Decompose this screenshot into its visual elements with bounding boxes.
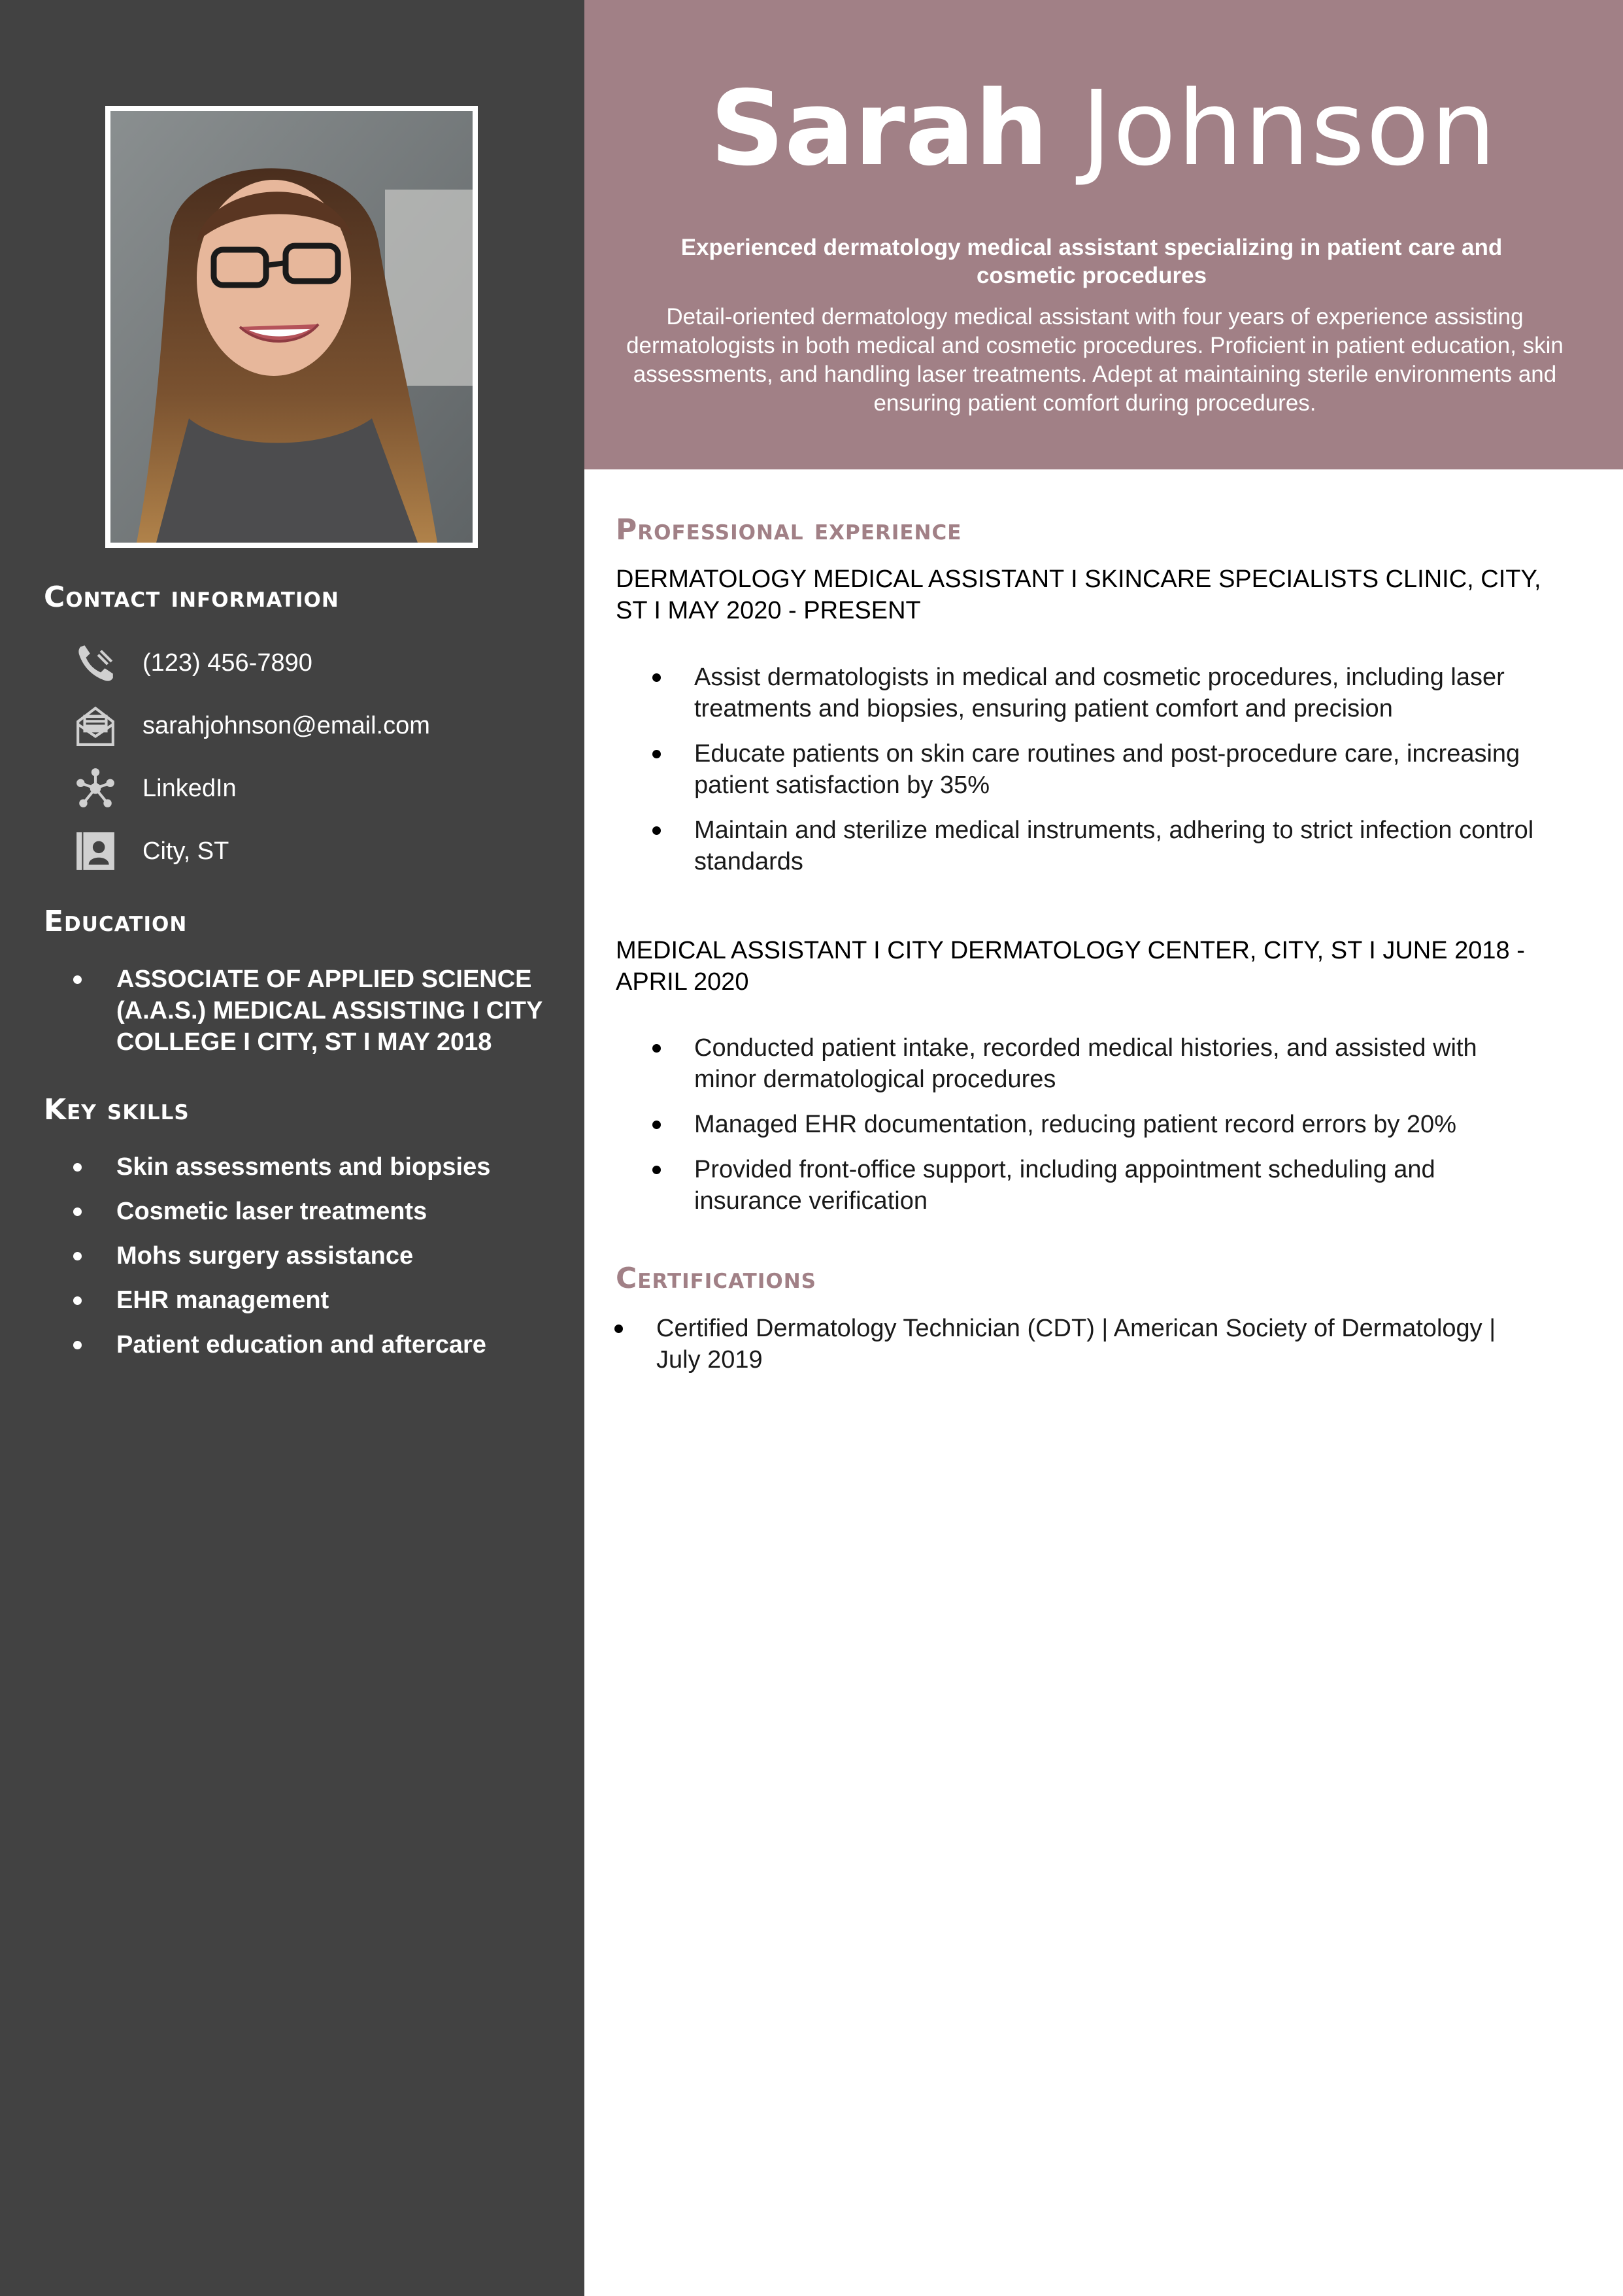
experience-heading: Professional experience [616, 513, 962, 547]
job-bullet: Conducted patient intake, recorded medical histories, and assisted with minor dermatological procedures [652, 1032, 1541, 1095]
phone-icon [72, 639, 119, 686]
job-bullet: Provided front-office support, including appointment scheduling and insurance verification [652, 1154, 1541, 1217]
candidate-name [584, 69, 1623, 189]
skills-heading: Key skills [44, 1093, 190, 1126]
phone-text[interactable]: (123) 456-7890 [142, 649, 312, 677]
city-text: City, ST [142, 837, 229, 865]
job-bullets [652, 662, 1541, 891]
linkedin-network-icon [72, 765, 119, 812]
contact-linkedin [72, 765, 237, 812]
education-item: ASSOCIATE OF APPLIED SCIENCE (A.A.S.) MEDICAL ASSISTING I CITY COLLEGE I CITY, ST I MAY 2018 [73, 964, 570, 1058]
job-bullet: Assist dermatologists in medical and cosmetic procedures, including laser treatments and biopsies, ensuring patient comfort and precision [652, 662, 1541, 724]
contact-email [72, 702, 430, 749]
address-book-icon [72, 828, 119, 875]
profile-summary: Detail-oriented dermatology medical assistant with four years of experience assisting dermatologists in both medical and cosmetic procedures. Proficient in patient education, skin assessments, and handling laser treatments. Adept at maintaining sterile environments and ensuring patient comfort during procedures. [626, 304, 1564, 416]
linkedin-text[interactable]: LinkedIn [142, 774, 237, 802]
education-list [73, 964, 570, 1058]
certifications-heading: Certifications [616, 1262, 816, 1295]
job-bullet: Educate patients on skin care routines and post-procedure care, increasing patient satisfaction by 35% [652, 738, 1541, 801]
first-name: Sarah [710, 69, 1048, 189]
certifications-list [614, 1313, 1530, 1376]
job-bullet: Managed EHR documentation, reducing patient record errors by 20% [652, 1109, 1541, 1140]
skill-item: Skin assessments and biopsies [73, 1151, 570, 1183]
certification-item: Certified Dermatology Technician (CDT) | American Society of Dermatology | July 2019 [614, 1313, 1530, 1376]
contact-heading: Contact information [44, 581, 339, 614]
skill-item: EHR management [73, 1285, 570, 1316]
job-title: DERMATOLOGY MEDICAL ASSISTANT I SKINCARE SPECIALISTS CLINIC, CITY, ST I MAY 2020 - PRESENT [616, 566, 1541, 624]
contact-address [72, 828, 229, 875]
skill-item: Cosmetic laser treatments [73, 1196, 570, 1227]
contact-phone [72, 639, 312, 686]
tagline: Experienced dermatology medical assistant specializing in patient care and cosmetic procedures [680, 235, 1503, 288]
education-heading: Education [44, 905, 188, 938]
email-icon [72, 702, 119, 749]
last-name: Johnson [1081, 69, 1498, 189]
skill-item: Patient education and aftercare [73, 1329, 570, 1360]
profile-photo [105, 106, 478, 548]
job-bullets [652, 1032, 1541, 1230]
job-title: MEDICAL ASSISTANT I CITY DERMATOLOGY CENTER, CITY, ST I JUNE 2018 - APRIL 2020 [616, 937, 1525, 996]
email-text[interactable]: sarahjohnson@email.com [142, 711, 430, 739]
skills-list [73, 1151, 570, 1360]
skill-item: Mohs surgery assistance [73, 1240, 570, 1272]
job-bullet: Maintain and sterilize medical instruments, adhering to strict infection control standards [652, 815, 1541, 877]
